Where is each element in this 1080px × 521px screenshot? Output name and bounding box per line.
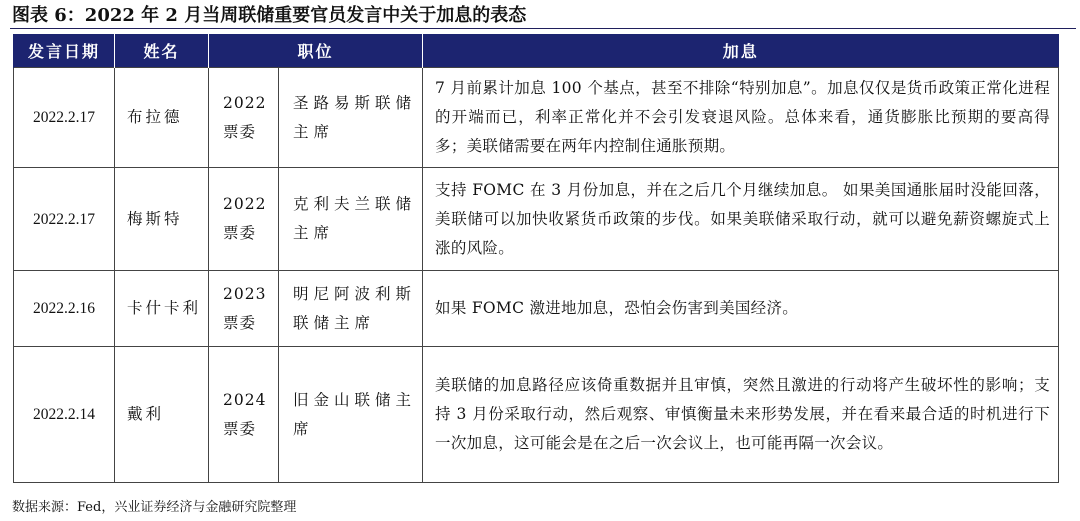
cell-statement: 美联储的加息路径应该倚重数据并且审慎，突然且激进的行动将产生破坏性的影响；支持 3 月份采取行动，然后观察、审慎衡量未来形势发展，并在看来最合适的时机进行下一次加息，这可能会是在之后一次会议上，也可能再隔一次会议。 [423, 347, 1059, 483]
cell-date: 2022.2.17 [14, 168, 115, 271]
table-row [14, 271, 1059, 347]
table-row [14, 68, 1059, 168]
cell-role: 2022 票委 [209, 68, 279, 168]
cell-statement: 支持 FOMC 在 3 月份加息，并在之后几个月继续加息。 如果美国通胀届时没能回落，美联储可以加快收紧货币政策的步伐。如果美联储采取行动，就可以避免薪资螺旋式上涨的风险。 [423, 168, 1059, 271]
fed-officials-table [13, 34, 1059, 483]
cell-role: 2024 票委 [209, 347, 279, 483]
cell-position: 旧金山联储主席 [279, 347, 423, 483]
cell-role: 2022 票委 [209, 168, 279, 271]
cell-date: 2022.2.17 [14, 68, 115, 168]
cell-name: 布拉德 [115, 68, 209, 168]
data-source-note: 数据来源：Fed，兴业证券经济与金融研究院整理 [12, 500, 297, 515]
header-date: 发言日期 [14, 34, 115, 68]
cell-date: 2022.2.16 [14, 271, 115, 347]
table-header-row [14, 34, 1059, 68]
cell-name: 卡什卡利 [115, 271, 209, 347]
figure-caption: 图表 6：2022 年 2 月当周联储重要官员发言中关于加息的表态 [12, 5, 527, 26]
cell-statement: 7 月前累计加息 100 个基点，甚至不排除“特别加息”。加息仅仅是货币政策正常化进程的开端而已，利率正常化并不会引发衰退风险。总体来看，通货膨胀比预期的要高得多；美联储需要在两年内控制住通胀预期。 [423, 68, 1059, 168]
cell-statement: 如果 FOMC 激进地加息，恐怕会伤害到美国经济。 [423, 271, 1059, 347]
cell-position: 明尼阿波利斯联储主席 [279, 271, 423, 347]
caption-divider [10, 28, 1076, 29]
header-name: 姓名 [115, 34, 209, 68]
table-row [14, 347, 1059, 483]
cell-date: 2022.2.14 [14, 347, 115, 483]
header-position: 职位 [209, 34, 423, 68]
cell-name: 戴利 [115, 347, 209, 483]
table-row [14, 168, 1059, 271]
cell-name: 梅斯特 [115, 168, 209, 271]
cell-position: 克利夫兰联储主席 [279, 168, 423, 271]
header-statement: 加息 [423, 34, 1059, 68]
cell-position: 圣路易斯联储主席 [279, 68, 423, 168]
cell-role: 2023 票委 [209, 271, 279, 347]
